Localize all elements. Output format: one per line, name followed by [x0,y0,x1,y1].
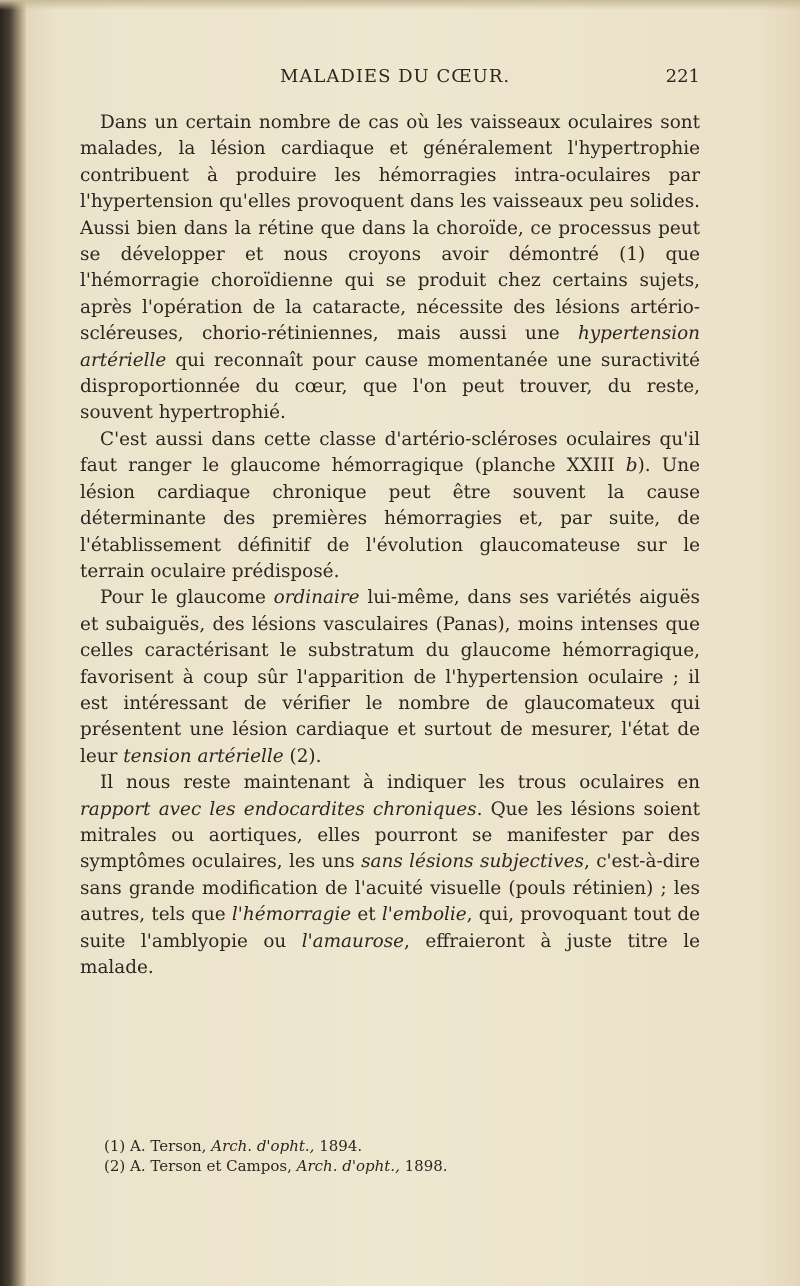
italic-text: l'hémorragie [231,904,352,926]
italic-text: tension artérielle [123,745,284,767]
footnote-author: A. Terson et Campos, [130,1157,292,1175]
page-number: 221 [665,66,700,87]
italic-text: sans lésions subjectives [361,851,584,873]
paragraph [80,585,700,770]
book-spine-shadow [0,0,26,1286]
page-top-shade [0,0,800,10]
paragraph [80,110,700,427]
page-header [80,66,700,94]
footnote-number: (1) [104,1137,126,1155]
italic-text: hypertension artérielle [80,323,700,371]
running-title: MALADIES DU CŒUR. [280,66,511,87]
italic-text: l'embolie [381,904,467,926]
footnote-source: Arch. d'opht., [211,1137,315,1155]
paragraph [80,770,700,981]
footnote-number: (2) [104,1157,126,1175]
footnote [104,1136,664,1156]
paragraph [80,427,700,585]
footnote [104,1156,664,1176]
italic-text: rapport avec les endocardites chroniques [80,798,477,820]
italic-text: l'amaurose [301,930,405,952]
body-text [80,110,700,981]
text-run: , qui, provoquant tout de suite l'amblyopie ou [80,904,701,952]
text-run: qui reconnaît pour cause momentanée une suractivité disproportionnée du cœur, que l'on peut trouver, du reste, souvent hypertrophié. [80,349,700,424]
footnote-author: A. Terson, [130,1137,207,1155]
text-run: et [351,904,382,926]
footnote-year: 1894. [319,1137,363,1155]
text-run: (2). [283,745,322,767]
text-run: Il nous reste maintenant à indiquer les trous oculaires en [100,772,700,794]
text-run: ). Une lésion cardiaque chronique peut être souvent la cause déterminante des premières hémorragies et, par suite, de l'établissement définitif de l'évolution glaucomateuse sur le terrain oculaire prédisposé. [80,455,701,582]
text-run: , c'est-à-dire sans grande modification de l'acuité visuelle (pouls rétinien) ; les autres, tels que [80,851,700,926]
text-run: Pour le glaucome [100,587,274,609]
text-run: Dans un certain nombre de cas où les vaisseaux oculaires sont malades, la lésion cardiaque et généralement l'hypertrophie contribuent à produire les hémorragies intra-oculaires par l'hypertension qu'elles provoquent dans les vaisseaux peu solides. Aussi bien dans la rétine que dans la choroïde, ce processus peut se développer et nous croyons avoir démontré (1) que l'hémorragie choroïdienne qui se produit chez certains sujets, après l'opération de la cataracte, nécessite des lésions artério-scléreuses, chorio-rétiniennes, mais aussi une [80,112,700,345]
footnote-source: Arch. d'opht., [296,1157,400,1175]
footnotes [104,1136,664,1176]
text-run: lui-même, dans ses variétés aiguës et subaiguës, des lésions vasculaires (Panas), moins intenses que celles caractérisant le substratum du glaucome hémorragique, favorisent à coup sûr l'apparition de l'hypertension oculaire ; il est intéressant de vérifier le nombre de glaucomateux qui présentent une lésion cardiaque et surtout de mesurer, l'état de leur [80,587,700,767]
text-run: C'est aussi dans cette classe d'artério-scléroses oculaires qu'il faut ranger le glaucome hémorragique (planche XXIII [80,428,700,477]
italic-text: ordinaire [273,587,360,609]
text-run: , effraieront à juste titre le malade. [80,930,700,978]
italic-text: b [625,455,638,477]
footnote-year: 1898. [404,1157,448,1175]
text-run: . Que les lésions soient mitrales ou aortiques, elles pourront se manifester par des symptômes oculaires, les uns [80,798,700,873]
